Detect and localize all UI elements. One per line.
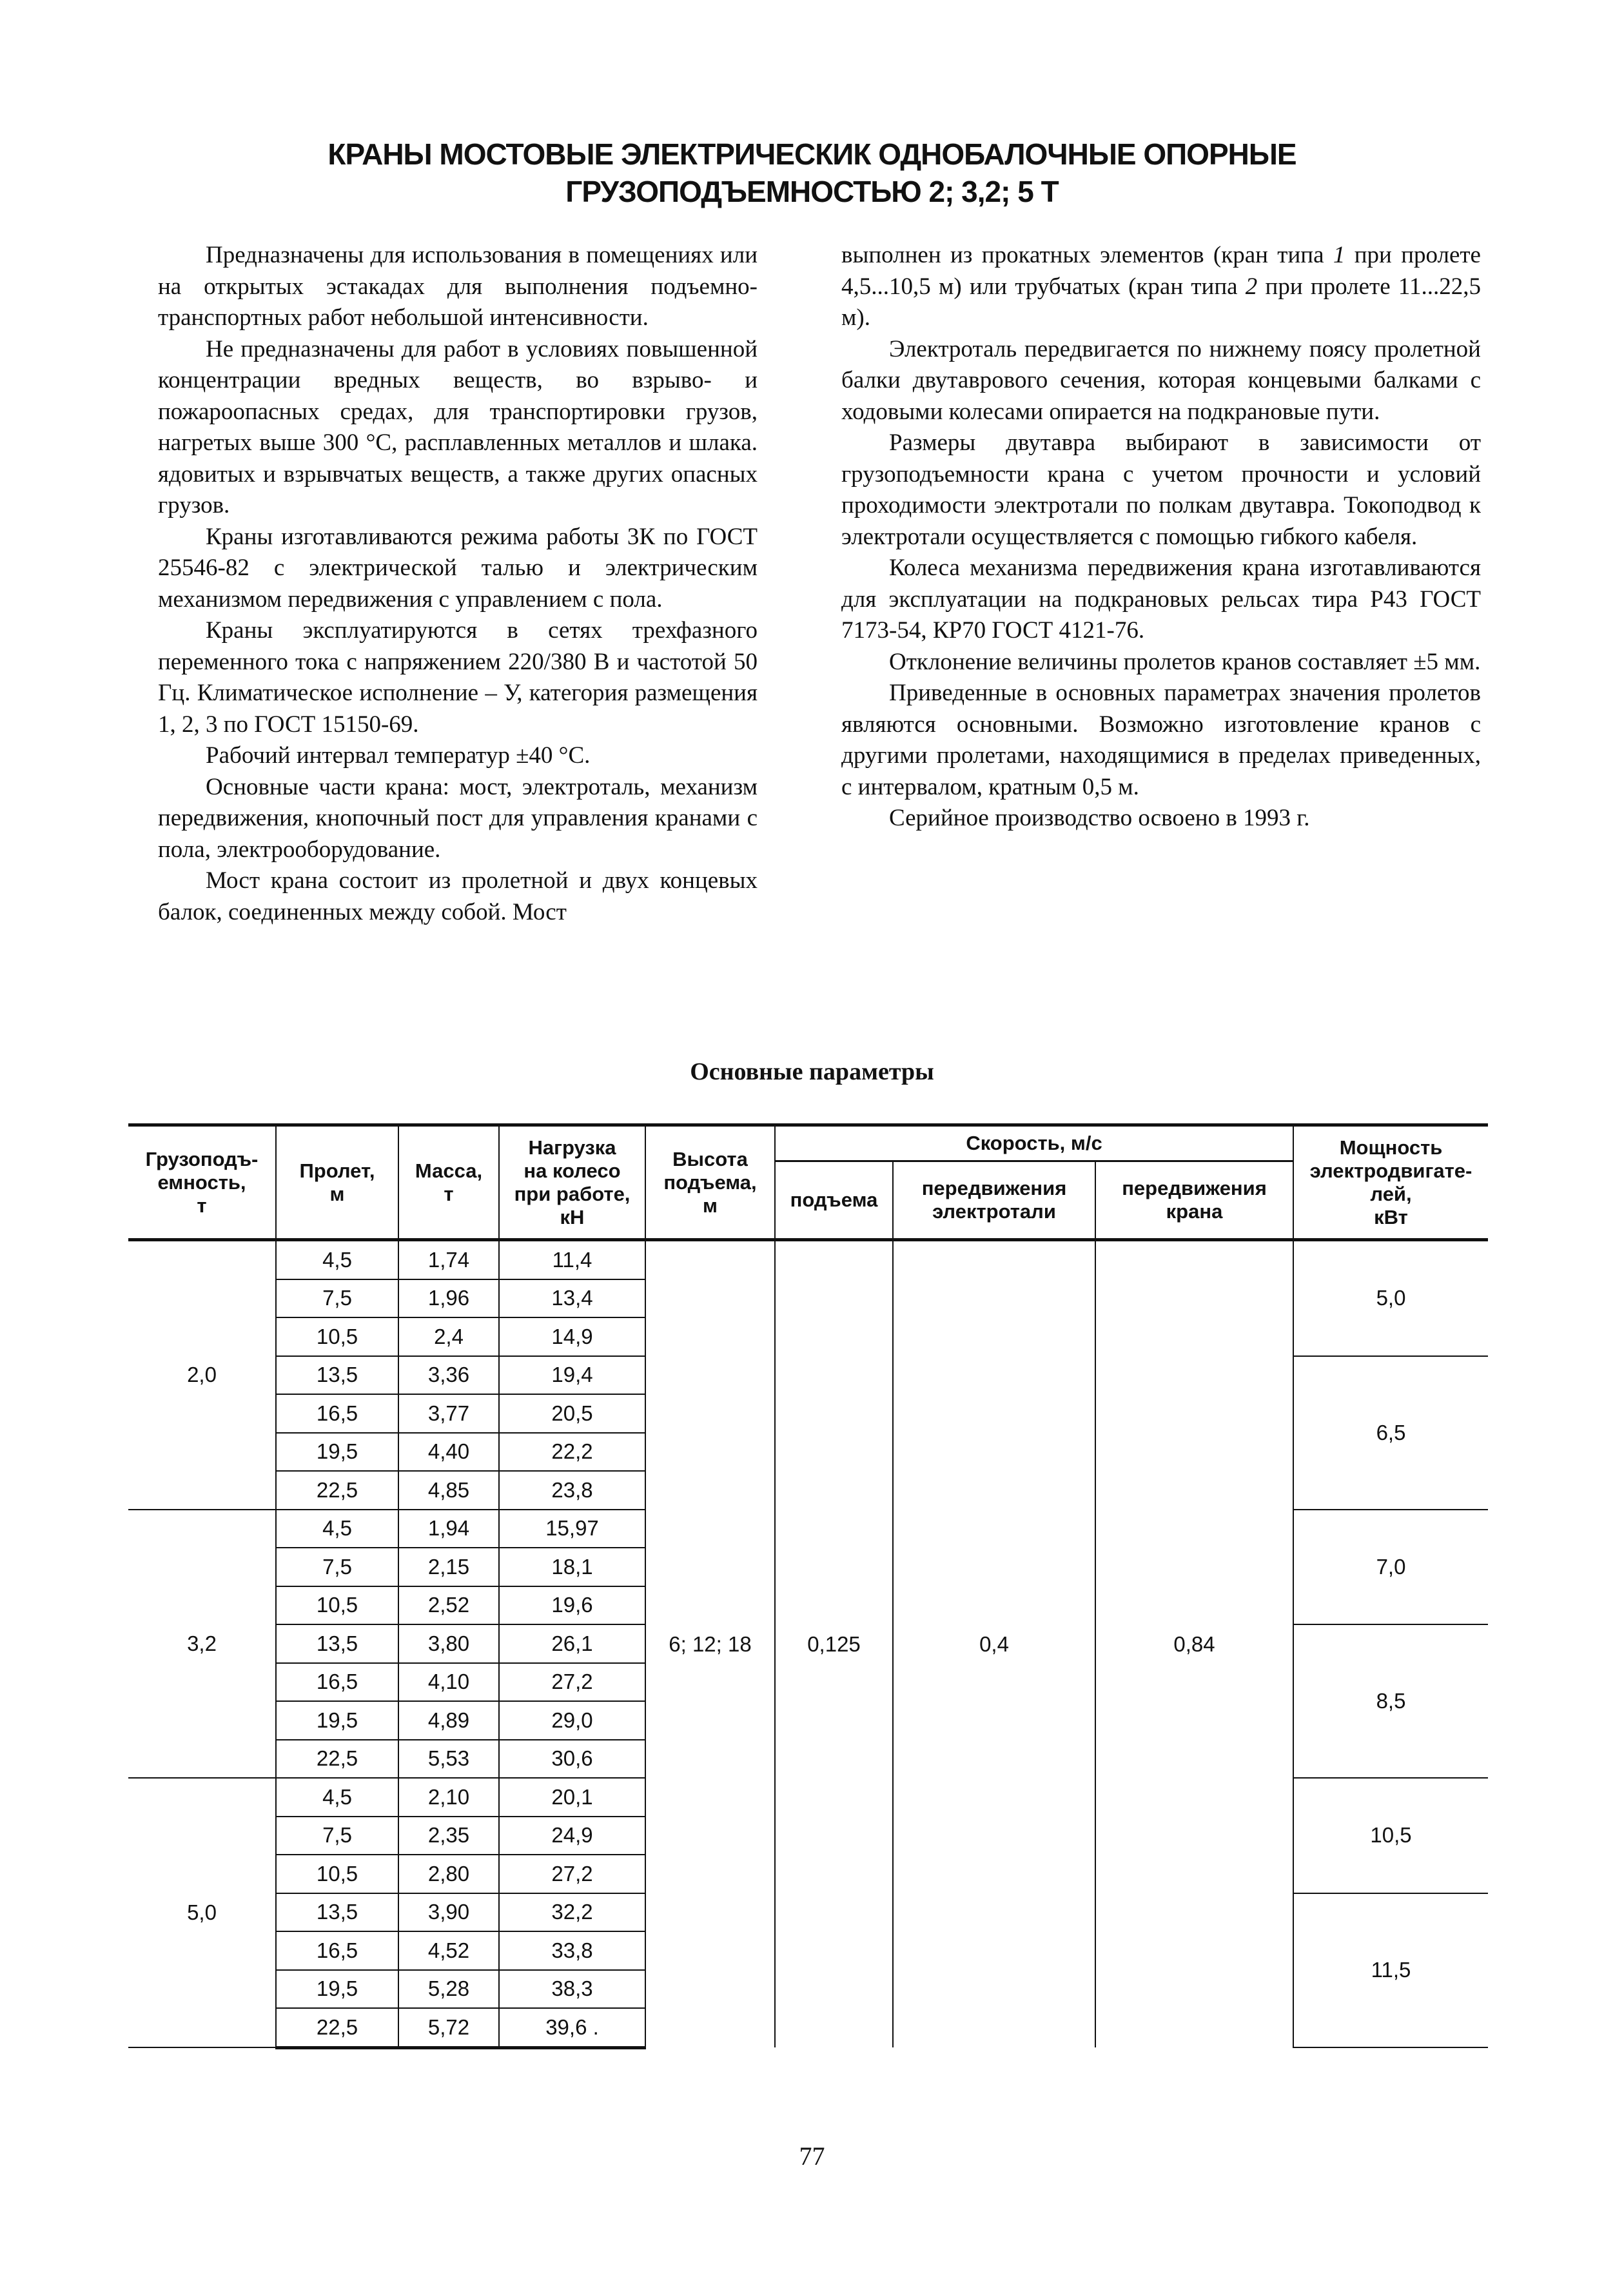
power-cell: 6,5 <box>1293 1356 1488 1510</box>
load-cell: 39,6 . <box>499 2008 645 2047</box>
load-cell: 20,1 <box>499 1778 645 1817</box>
span-cell: 7,5 <box>276 1279 398 1318</box>
mass-cell: 2,80 <box>398 1855 499 1893</box>
mass-cell: 2,15 <box>398 1548 499 1586</box>
span-cell: 13,5 <box>276 1356 398 1395</box>
load-cell: 19,4 <box>499 1356 645 1395</box>
text-run: выполнен из прокатных элементов (кран типа <box>841 242 1333 268</box>
load-cell: 30,6 <box>499 1740 645 1779</box>
speed-crane-cell: 0,84 <box>1095 1240 1293 2048</box>
mass-cell: 3,90 <box>398 1893 499 1932</box>
lift-height-cell: 6; 12; 18 <box>645 1240 775 2048</box>
load-cell: 19,6 <box>499 1586 645 1625</box>
paragraph: Электроталь передвигается по нижнему поясу пролетной балки двутаврового сечения, которая концевыми балками с ходовыми колесами опирается на подкрановые пути. <box>841 335 1481 425</box>
load-cell: 24,9 <box>499 1817 645 1855</box>
mass-cell: 1,94 <box>398 1510 499 1548</box>
span-cell: 13,5 <box>276 1893 398 1932</box>
speed-lift-cell: 0,125 <box>775 1240 893 2048</box>
span-cell: 22,5 <box>276 1471 398 1510</box>
span-cell: 7,5 <box>276 1817 398 1855</box>
span-cell: 13,5 <box>276 1624 398 1663</box>
span-cell: 10,5 <box>276 1586 398 1625</box>
mass-cell: 3,77 <box>398 1394 499 1433</box>
paragraph: Краны эксплуатируются в сетях трехфазного переменного тока с напряжением 220/380 В и частотой 50 Гц. Климатическое исполнение – У, категория размещения 1, 2, 3 по ГОСТ 15150-69. <box>158 617 758 738</box>
paragraph: Рабочий интервал температур ±40 °С. <box>206 742 591 769</box>
power-cell: 7,0 <box>1293 1510 1488 1625</box>
span-cell: 4,5 <box>276 1510 398 1548</box>
span-cell: 4,5 <box>276 1778 398 1817</box>
header-speed-crane: передвижения крана <box>1095 1161 1293 1240</box>
span-cell: 4,5 <box>276 1240 398 1279</box>
speed-hoist-cell: 0,4 <box>893 1240 1095 2048</box>
span-cell: 7,5 <box>276 1548 398 1586</box>
span-cell: 19,5 <box>276 1701 398 1740</box>
paragraph: Колеса механизма передвижения крана изготавливаются для эксплуатации на подкрановых рельсах тира Р43 ГОСТ 7173-54, КР70 ГОСТ 4121-76. <box>841 555 1481 644</box>
load-cell: 26,1 <box>499 1624 645 1663</box>
load-cell: 14,9 <box>499 1317 645 1356</box>
span-cell: 10,5 <box>276 1317 398 1356</box>
mass-cell: 4,40 <box>398 1433 499 1472</box>
mass-cell: 2,10 <box>398 1778 499 1817</box>
header-load: Нагрузка на колесо при работе, кН <box>499 1125 645 1240</box>
power-cell: 11,5 <box>1293 1893 1488 2048</box>
header-height: Высота подъема, м <box>645 1125 775 1240</box>
span-cell: 16,5 <box>276 1931 398 1970</box>
table-caption: Основные параметры <box>690 1058 934 1085</box>
load-cell: 11,4 <box>499 1240 645 1279</box>
paragraph: Отклонение величины пролетов кранов составляет ±5 мм. <box>889 648 1481 675</box>
mass-cell: 4,52 <box>398 1931 499 1970</box>
mass-cell: 4,85 <box>398 1471 499 1510</box>
mass-cell: 2,35 <box>398 1817 499 1855</box>
load-cell: 13,4 <box>499 1279 645 1318</box>
span-cell: 16,5 <box>276 1663 398 1702</box>
mass-cell: 1,96 <box>398 1279 499 1318</box>
page-title <box>0 135 1624 210</box>
paragraph: Не предназначены для работ в условиях повышенной концентрации вредных веществ, во взрыво- и пожароопасных средах, для транспортировки грузов, нагретых выше 300 °С, расплавленных металлов и шлака. ядовитых и взрывчатых веществ, а также других опасных грузов. <box>158 335 758 518</box>
power-cell: 8,5 <box>1293 1624 1488 1778</box>
page-number: 77 <box>799 2142 825 2171</box>
header-speed-lift: подъема <box>775 1161 893 1240</box>
load-cell: 23,8 <box>499 1471 645 1510</box>
capacity-cell: 2,0 <box>128 1240 276 1510</box>
parameters-table <box>128 1123 1488 2049</box>
span-cell: 19,5 <box>276 1433 398 1472</box>
left-text-column <box>158 240 758 928</box>
power-cell: 5,0 <box>1293 1240 1488 1356</box>
load-cell: 32,2 <box>499 1893 645 1932</box>
paragraph: Мост крана состоит из пролетной и двух концевых балок, соединенных между собой. Мост <box>158 867 758 925</box>
capacity-cell: 3,2 <box>128 1510 276 1779</box>
load-cell: 15,97 <box>499 1510 645 1548</box>
header-speed: Скорость, м/с <box>775 1125 1293 1161</box>
load-cell: 20,5 <box>499 1394 645 1433</box>
span-cell: 22,5 <box>276 1740 398 1779</box>
load-cell: 38,3 <box>499 1970 645 2009</box>
table-row <box>128 1240 1488 1279</box>
load-cell: 18,1 <box>499 1548 645 1586</box>
span-cell: 16,5 <box>276 1394 398 1433</box>
paragraph: Краны изготавливаются режима работы 3К по ГОСТ 25546-82 с электрической талью и электрическим механизмом передвижения с управлением с пола. <box>158 523 758 613</box>
mass-cell: 5,53 <box>398 1740 499 1779</box>
mass-cell: 3,36 <box>398 1356 499 1395</box>
header-speed-hoist: передвижения электротали <box>893 1161 1095 1240</box>
mass-cell: 3,80 <box>398 1624 499 1663</box>
capacity-cell: 5,0 <box>128 1778 276 2047</box>
load-cell: 27,2 <box>499 1855 645 1893</box>
span-cell: 10,5 <box>276 1855 398 1893</box>
load-cell: 22,2 <box>499 1433 645 1472</box>
mass-cell: 2,52 <box>398 1586 499 1625</box>
mass-cell: 4,89 <box>398 1701 499 1740</box>
paragraph: Предназначены для использования в помещениях или на открытых эстакадах для выполнения подъемно-транспортных работ небольшой интенсивности. <box>158 242 758 331</box>
power-cell: 10,5 <box>1293 1778 1488 1893</box>
mass-cell: 4,10 <box>398 1663 499 1702</box>
header-power: Мощность электродвигате- лей, кВт <box>1293 1125 1488 1240</box>
title-line-2: ГРУЗОПОДЪЕМНОСТЬЮ 2; 3,2; 5 Т <box>565 175 1059 208</box>
load-cell: 29,0 <box>499 1701 645 1740</box>
paragraph: Основные части крана: мост, электроталь, механизм передвижения, кнопочный пост для управления кранами с пола, электрооборудование. <box>158 773 758 863</box>
mass-cell: 2,4 <box>398 1317 499 1356</box>
paragraph: Серийное производство освоено в 1993 г. <box>889 805 1310 831</box>
mass-cell: 5,28 <box>398 1970 499 2009</box>
paragraph: Размеры двутавра выбирают в зависимости от грузоподъемности крана с учетом прочности и условий проходимости электротали по полкам двутавра. Токоподвод к электротали осуществляется с помощью гибкого кабеля. <box>841 429 1481 550</box>
text-run: при пролете 4,5...10,5 м) или трубчатых (кран типа <box>841 242 1481 300</box>
span-cell: 19,5 <box>276 1970 398 2009</box>
text-run: 1 <box>1333 242 1345 268</box>
span-cell: 22,5 <box>276 2008 398 2047</box>
text-run: при пролете 11...22,5 м). <box>841 273 1481 331</box>
text-run: 2 <box>1245 273 1258 300</box>
right-text-column <box>841 240 1481 834</box>
load-cell: 33,8 <box>499 1931 645 1970</box>
header-mass: Масса, т <box>398 1125 499 1240</box>
title-line-1: КРАНЫ МОСТОВЫЕ ЭЛЕКТРИЧЕСКИК ОДНОБАЛОЧНЫЕ ОПОРНЫЕ <box>328 137 1296 171</box>
header-span: Пролет, м <box>276 1125 398 1240</box>
header-capacity: Грузоподъ- емность, т <box>128 1125 276 1240</box>
paragraph: Приведенные в основных параметрах значения пролетов являются основными. Возможно изготовление кранов с другими пролетами, находящимися в пределах приведенных, с интервалом, кратным 0,5 м. <box>841 680 1481 800</box>
mass-cell: 1,74 <box>398 1240 499 1279</box>
load-cell: 27,2 <box>499 1663 645 1702</box>
paragraph <box>841 240 1481 334</box>
mass-cell: 5,72 <box>398 2008 499 2047</box>
